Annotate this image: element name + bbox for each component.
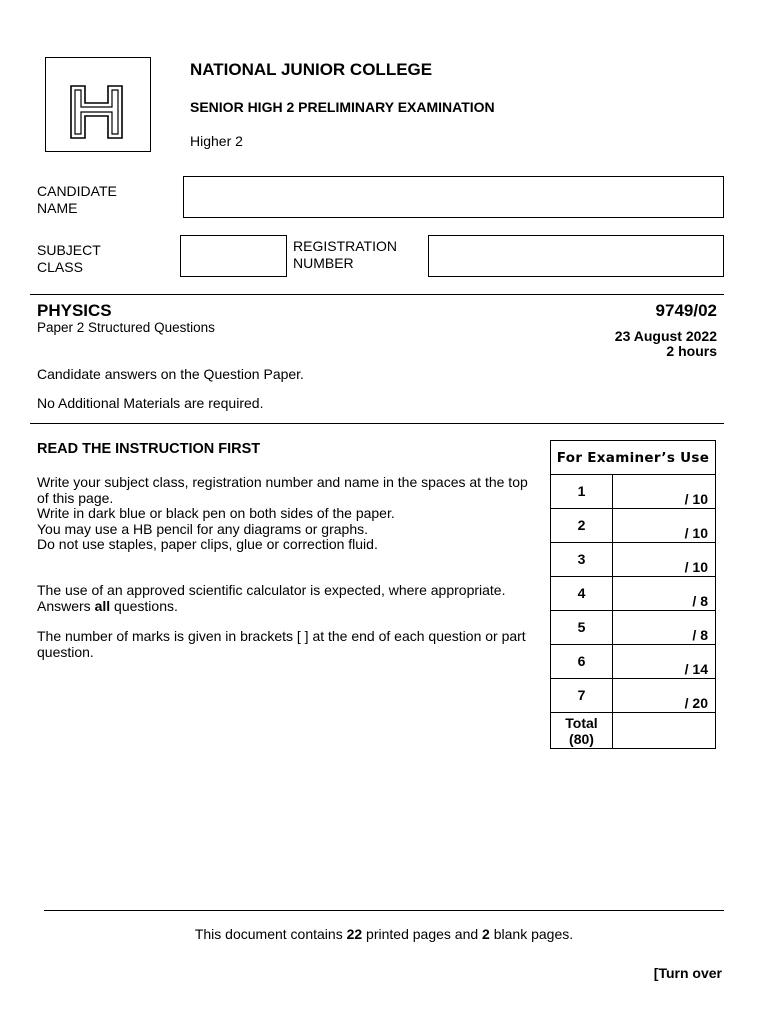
candidate-name-label-line1: CANDIDATE (37, 183, 117, 199)
subject-class-field[interactable] (180, 235, 287, 277)
turn-over-note: [Turn over (653, 965, 722, 981)
table-row (551, 577, 716, 611)
exam-date: 23 August 2022 (614, 328, 717, 344)
candidate-name-label (37, 183, 117, 217)
printed-pages: 22 (346, 926, 363, 942)
marks-cell[interactable]: / 14 (613, 645, 716, 679)
answers-note: Candidate answers on the Question Paper. (37, 366, 304, 382)
h-logo-icon (46, 58, 150, 151)
exam-level: Higher 2 (190, 133, 243, 149)
paper-title: Paper 2 Structured Questions (37, 320, 215, 335)
registration-label-line2: NUMBER (293, 255, 354, 271)
examiner-table-heading: For Examiner’s Use (551, 441, 716, 475)
question-number: 7 (551, 679, 613, 713)
marks-cell[interactable]: / 8 (613, 577, 716, 611)
marks-cell[interactable]: / 10 (613, 543, 716, 577)
question-number: 5 (551, 611, 613, 645)
candidate-name-label-line2: NAME (37, 200, 78, 216)
question-number: 3 (551, 543, 613, 577)
total-max: (80) (569, 730, 594, 747)
instruction-line: Write your subject class, registration number and name in the spaces at the top (37, 474, 528, 490)
instructions-heading: READ THE INSTRUCTION FIRST (37, 441, 261, 457)
divider-top (30, 294, 724, 295)
registration-label-line1: REGISTRATION (293, 238, 397, 254)
table-row (551, 645, 716, 679)
subject-title: PHYSICS (37, 301, 112, 320)
subject-class-label-line2: CLASS (37, 259, 83, 275)
instructions-block (37, 475, 542, 553)
blank-pages: 2 (482, 926, 490, 942)
registration-number-field[interactable] (428, 235, 724, 277)
exam-duration: 2 hours (666, 343, 717, 359)
answers-pre: Answers (37, 597, 95, 614)
footer-mid: printed pages and (362, 926, 483, 942)
marks-note-line1: The number of marks is given in brackets [ ] at the end of each question or part (37, 628, 526, 644)
subject-class-label (37, 242, 101, 276)
instruction-line: You may use a HB pencil for any diagrams or graphs. (37, 520, 368, 537)
table-row (551, 679, 716, 713)
exam-title: SENIOR HIGH 2 PRELIMINARY EXAMINATION (190, 99, 495, 115)
marks-cell[interactable]: / 10 (613, 509, 716, 543)
divider-bottom (44, 910, 724, 911)
table-row (551, 509, 716, 543)
total-marks-cell[interactable] (613, 713, 716, 749)
instruction-line: Write in dark blue or black pen on both sides of the paper. (37, 505, 395, 521)
answers-all-note (37, 599, 542, 615)
total-label-cell (551, 713, 613, 749)
college-logo (45, 57, 151, 152)
question-number: 4 (551, 577, 613, 611)
table-row (551, 543, 716, 577)
college-name: NATIONAL JUNIOR COLLEGE (190, 60, 433, 79)
registration-number-label (293, 238, 397, 272)
marks-cell[interactable]: / 10 (613, 475, 716, 509)
footer-pre: This document contains (194, 926, 347, 942)
answers-post: questions. (110, 597, 178, 614)
table-row (551, 611, 716, 645)
page-count-note (0, 926, 768, 942)
candidate-name-field[interactable] (183, 176, 724, 218)
total-label: Total (565, 714, 598, 731)
divider-middle (30, 423, 724, 424)
instruction-line: of this page. (37, 489, 114, 506)
paper-code: 9749/02 (655, 301, 717, 320)
question-number: 2 (551, 509, 613, 543)
marks-cell[interactable]: / 20 (613, 679, 716, 713)
materials-note: No Additional Materials are required. (37, 395, 264, 411)
calculator-note: The use of an approved scientific calculator is expected, where appropriate. (37, 582, 506, 598)
subject-class-label-line1: SUBJECT (37, 242, 101, 258)
question-number: 6 (551, 645, 613, 679)
footer-post: blank pages. (489, 926, 574, 942)
table-row (551, 475, 716, 509)
total-row (551, 713, 716, 749)
question-number: 1 (551, 475, 613, 509)
examiner-table (550, 440, 716, 749)
calculator-block (37, 583, 542, 614)
marks-note-line2: question. (37, 643, 94, 660)
instruction-line: Do not use staples, paper clips, glue or correction fluid. (37, 536, 378, 552)
marks-block (37, 629, 547, 660)
marks-cell[interactable]: / 8 (613, 611, 716, 645)
answers-bold: all (94, 597, 111, 614)
